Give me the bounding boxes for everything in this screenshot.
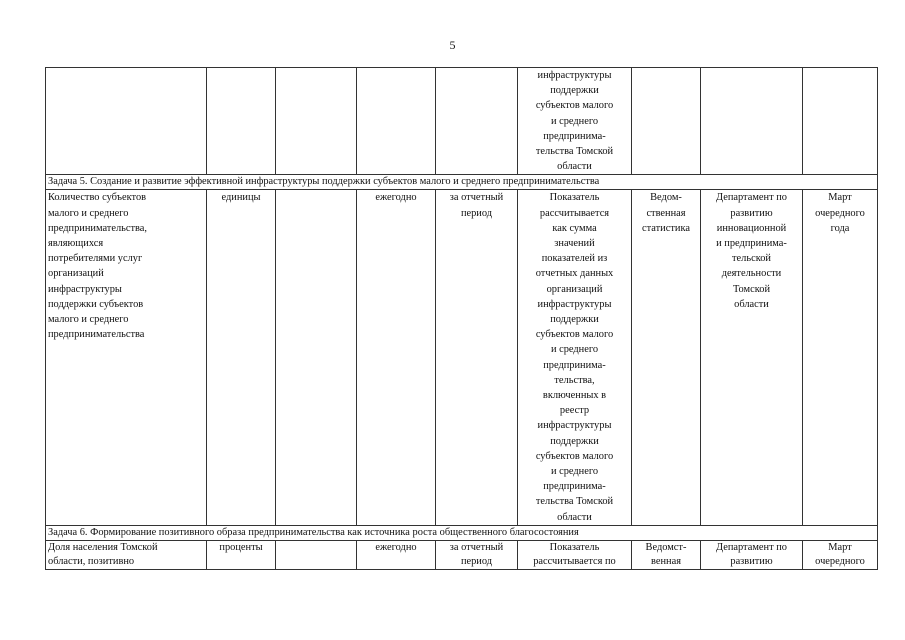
cell-unit: проценты — [207, 540, 276, 569]
task-5-heading: Задача 5. Создание и развитие эффективной инфраструктуры поддержки субъектов малого и среднего предпринимательства — [46, 175, 878, 190]
task-row-6 — [46, 525, 878, 540]
cell-source: Ведомст- венная — [632, 540, 701, 569]
cell-source — [632, 68, 701, 175]
indicators-table — [45, 67, 878, 570]
cell-unit — [207, 68, 276, 175]
cell-responsible — [701, 68, 803, 175]
cell-period: за отчетный период — [436, 190, 518, 525]
cell-deadline: Март очередного — [803, 540, 878, 569]
indicator-row-task5 — [46, 190, 878, 525]
cell-responsible: Департамент по развитию — [701, 540, 803, 569]
cell-deadline: Март очередного года — [803, 190, 878, 525]
cell-col3 — [276, 190, 357, 525]
cell-frequency: ежегодно — [357, 540, 436, 569]
cell-frequency: ежегодно — [357, 190, 436, 525]
cell-period: за отчетный период — [436, 540, 518, 569]
cell-indicator-name: Количество субъектов малого и среднего предпринимательства, являющихся потребителями услуг организаций инфраструктуры поддержки субъектов малого и среднего предпринимательства — [46, 190, 207, 525]
cell-source: Ведом- ственная статистика — [632, 190, 701, 525]
cell-deadline — [803, 68, 878, 175]
cell-method: инфраструктуры поддержки субъектов малого и среднего предпринима- тельства Томской области — [518, 68, 632, 175]
cell-responsible: Департамент по развитию инновационной и предпринима- тельской деятельности Томской области — [701, 190, 803, 525]
indicator-row-task6 — [46, 540, 878, 569]
task-row-5 — [46, 175, 878, 190]
cell-frequency — [357, 68, 436, 175]
cell-indicator-name: Доля населения Томской области, позитивно — [46, 540, 207, 569]
continuation-row — [46, 68, 878, 175]
task-6-heading: Задача 6. Формирование позитивного образа предпринимательства как источника роста общественного благосостояния — [46, 525, 878, 540]
page-number: 5 — [449, 38, 456, 52]
cell-indicator-name — [46, 68, 207, 175]
cell-method: Показатель рассчитывается как сумма значений показателей из отчетных данных организаций инфраструктуры поддержки субъектов малого и среднего предпринима- тельства, включенных в реестр инфраструктуры поддержки субъектов малого и среднего предпринима- тельства Томской области — [518, 190, 632, 525]
cell-unit: единицы — [207, 190, 276, 525]
cell-col3 — [276, 540, 357, 569]
cell-method: Показатель рассчитывается по — [518, 540, 632, 569]
cell-period — [436, 68, 518, 175]
cell-col3 — [276, 68, 357, 175]
